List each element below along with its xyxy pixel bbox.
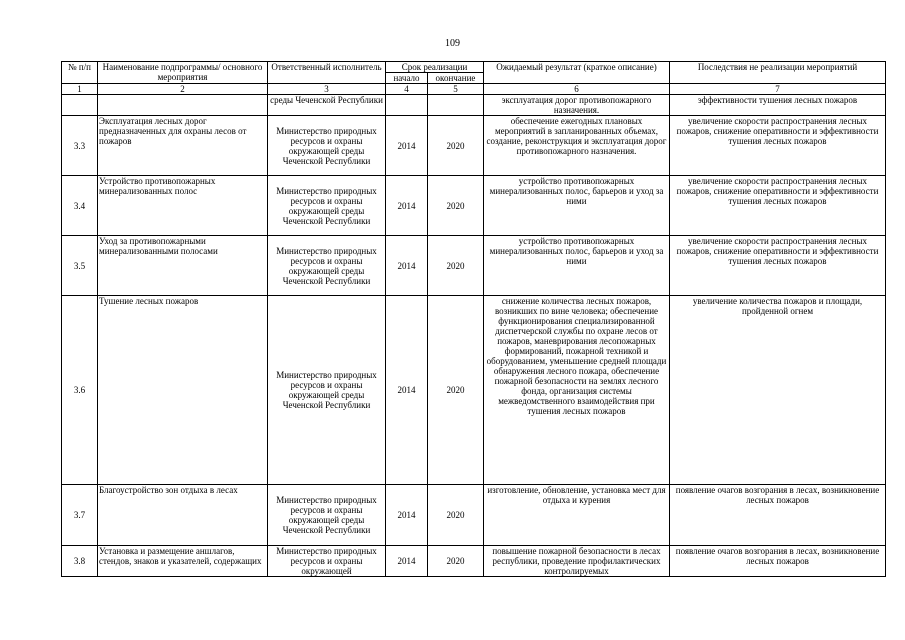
measure-name: Уход за противопожарными минерализованными полосами [98, 236, 268, 296]
row-number [62, 95, 98, 116]
col-number: 7 [670, 84, 886, 95]
page-number: 109 [445, 38, 460, 49]
header-row [62, 62, 886, 73]
table-row [62, 296, 886, 485]
col-number: 1 [62, 84, 98, 95]
measures-table [61, 61, 886, 577]
expected-result: обеспечение ежегодных плановых мероприятий в запланированных объемах, создание, реконструкция и эксплуатация дорог противопожарного назначения. [484, 116, 670, 176]
header-name: Наименование подпрограммы/ основного мероприятия [98, 62, 268, 84]
start-year: 2014 [386, 176, 428, 236]
row-number: 3.4 [62, 176, 98, 236]
table-row [62, 485, 886, 546]
table-row [62, 95, 886, 116]
measure-name: Устройство противопожарных минерализованных полос [98, 176, 268, 236]
consequence: эффективности тушения лесных пожаров [670, 95, 886, 116]
end-year: 2020 [428, 236, 484, 296]
consequence: появление очагов возгорания в лесах, возникновение лесных пожаров [670, 485, 886, 546]
header-start: начало [386, 73, 428, 84]
end-year [428, 95, 484, 116]
row-number: 3.8 [62, 546, 98, 577]
measure-name: Эксплуатация лесных дорог предназначенных для охраны лесов от пожаров [98, 116, 268, 176]
row-number: 3.6 [62, 296, 98, 485]
end-year: 2020 [428, 116, 484, 176]
expected-result: изготовление, обновление, установка мест для отдыха и курения [484, 485, 670, 546]
expected-result: снижение количества лесных пожаров, возникших по вине человека; обеспечение функционирования специализированной диспетчерской службы по охране лесов от пожаров, маневрирования лесопожарных формирований, пожарной техникой и оборудованием, уменьшение средней площади обнаружения лесного пожара, обеспечение пожарной безопасности на землях лесного фонда, организация системы межведомственного взаимодействия при тушения лесных пожаров [484, 296, 670, 485]
executor: Министерство природных ресурсов и охраны окружающей среды Чеченской Республики [268, 485, 386, 546]
col-number: 6 [484, 84, 670, 95]
end-year: 2020 [428, 546, 484, 577]
consequence: увеличение скорости распространения лесных пожаров, снижение оперативности и эффективности тушения лесных пожаров [670, 236, 886, 296]
expected-result: эксплуатация дорог противопожарного назначения. [484, 95, 670, 116]
column-numbers-row [62, 84, 886, 95]
consequence: появление очагов возгорания в лесах, возникновение лесных пожаров [670, 546, 886, 577]
header-period: Срок реализации [386, 62, 484, 73]
header-end: окончание [428, 73, 484, 84]
row-number: 3.5 [62, 236, 98, 296]
start-year [386, 95, 428, 116]
end-year: 2020 [428, 176, 484, 236]
consequence: увеличение скорости распространения лесных пожаров, снижение оперативности и эффективности тушения лесных пожаров [670, 176, 886, 236]
end-year: 2020 [428, 296, 484, 485]
executor: среды Чеченской Республики [268, 95, 386, 116]
measure-name [98, 95, 268, 116]
col-number: 4 [386, 84, 428, 95]
col-number: 2 [98, 84, 268, 95]
consequence: увеличение скорости распространения лесных пожаров, снижение оперативности и эффективности тушения лесных пожаров [670, 116, 886, 176]
row-number: 3.7 [62, 485, 98, 546]
start-year: 2014 [386, 116, 428, 176]
consequence: увеличение количества пожаров и площади, пройденной огнем [670, 296, 886, 485]
start-year: 2014 [386, 296, 428, 485]
executor: Министерство природных ресурсов и охраны окружающей среды Чеченской Республики [268, 296, 386, 485]
start-year: 2014 [386, 236, 428, 296]
row-number: 3.3 [62, 116, 98, 176]
header-executor: Ответственный исполнитель [268, 62, 386, 84]
header-result: Ожидаемый результат (краткое описание) [484, 62, 670, 84]
table-row [62, 116, 886, 176]
col-number: 5 [428, 84, 484, 95]
executor: Министерство природных ресурсов и охраны окружающей среды Чеченской Республики [268, 236, 386, 296]
expected-result: устройство противопожарных минерализованных полос, барьеров и уход за ними [484, 236, 670, 296]
expected-result: повышение пожарной безопасности в лесах республики, проведение профилактических контролируемых [484, 546, 670, 577]
header-num: № п/п [62, 62, 98, 84]
executor: Министерство природных ресурсов и охраны окружающей среды Чеченской Республики [268, 116, 386, 176]
table-row [62, 546, 886, 577]
end-year: 2020 [428, 485, 484, 546]
measure-name: Тушение лесных пожаров [98, 296, 268, 485]
executor: Министерство природных ресурсов и охраны окружающей среды Чеченской Республики [268, 176, 386, 236]
header-consequence: Последствия не реализации мероприятий [670, 62, 886, 84]
col-number: 3 [268, 84, 386, 95]
measure-name: Благоустройство зон отдыха в лесах [98, 485, 268, 546]
expected-result: устройство противопожарных минерализованных полос, барьеров и уход за ними [484, 176, 670, 236]
table-row [62, 176, 886, 236]
start-year: 2014 [386, 546, 428, 577]
table-row [62, 236, 886, 296]
measure-name: Установка и размещение аншлагов, стендов, знаков и указателей, содержащих [98, 546, 268, 577]
executor: Министерство природных ресурсов и охраны окружающей [268, 546, 386, 577]
start-year: 2014 [386, 485, 428, 546]
